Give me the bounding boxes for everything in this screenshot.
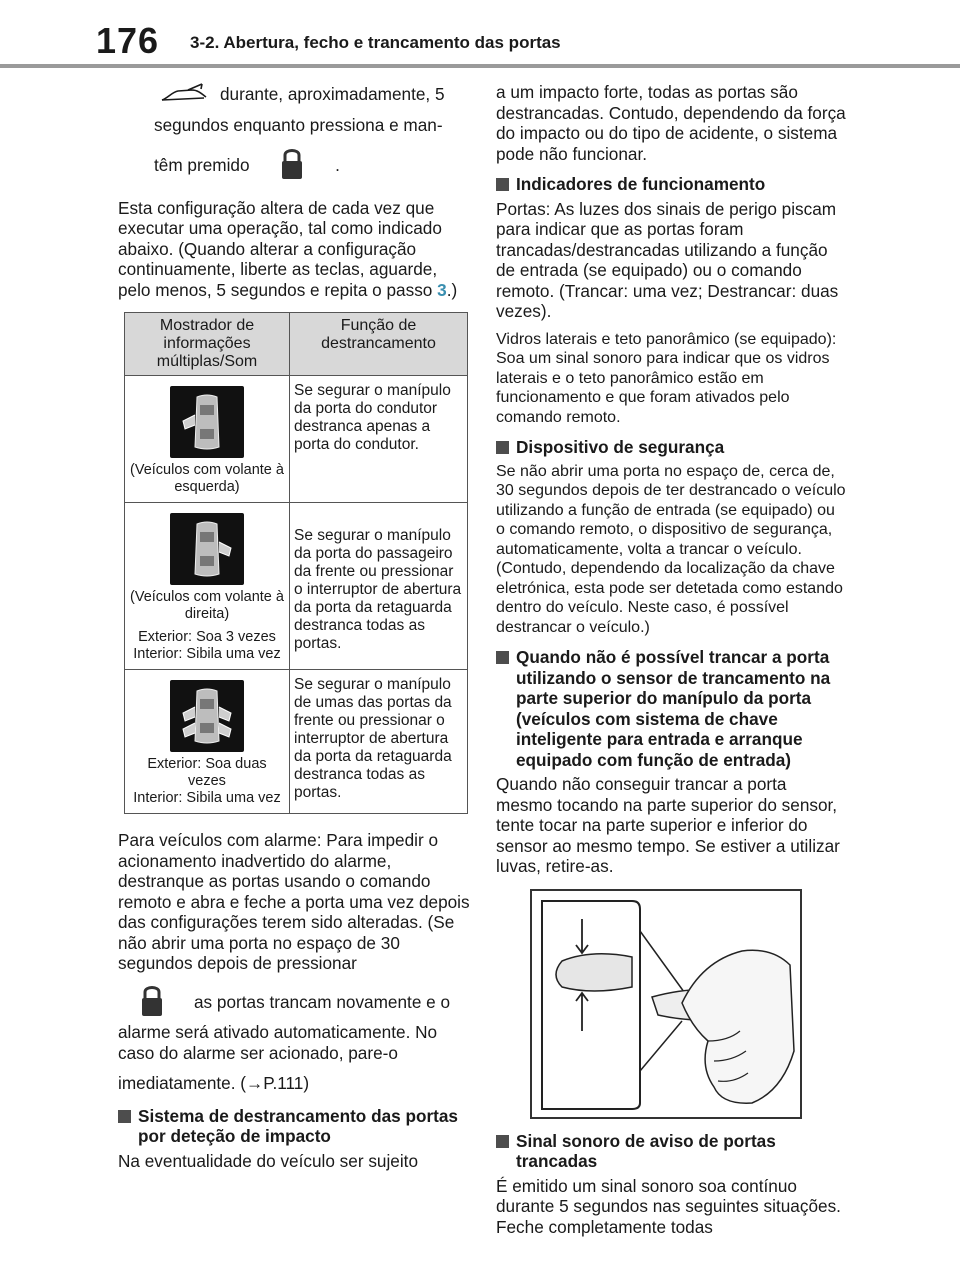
heading-buzzer: Sinal sonoro de aviso de portas trancadas [496,1131,846,1172]
security-paragraph: Se não abrir uma porta no espaço de, cerca de, 30 segundos depois de ter destrancado o veículo utilizando a função de entrada (se equipado) ou o comando remoto, o dispositivo de segurança, automaticamente, volta a trancar o veículo. (Contudo, dependendo da localização da chave eletrónica, esta pode ser detetada como estando dentro do veículo. Neste caso, é possível destrancar o veículo.) [496,462,846,636]
table-row [125,376,468,503]
alarm-paragraph: Para veículos com alarme: Para impedir o acionamento inadvertido do alarme, destranque as portas usando o comando remoto e abra e feche a porta uma vez depois das configurações terem sido alteradas. (Se não abrir uma porta no espaço de 30 segundos depois de pressionar [118,830,470,973]
table-header-display: Mostrador de informações múltiplas/Som [125,313,290,376]
indicators-paragraph: Portas: As luzes dos sinais de perigo piscam para indicar que as portas foram trancadas/destrancadas utilizando a função de entrada (se equipado) ou o comando remoto. (Trancar: uma vez; Destrancar: duas vezes). [496,198,839,321]
header-rule [0,64,960,68]
row3-sound-exterior: Exterior: Soa duas vezes [147,756,267,789]
intro-line-1: durante, aproximadamente, 5 [220,83,445,104]
padlock-icon [140,984,164,1023]
heading-indicators: Indicadores de funcionamento [496,174,846,195]
right-column [496,82,846,1245]
step-reference: 3 [437,279,447,300]
remote-open-icon [158,82,210,109]
table-header-function: Função de destrancamento [290,313,468,376]
table-row [125,503,468,670]
intro-block [118,82,470,186]
row1-caption: (Veículos com volante à esquerda) [130,462,284,495]
alarm-paragraph-cont: as portas trancam novamente e o alarme será ativado automaticamente. No caso do alarme ser acionado, pare-o [118,991,451,1063]
alarm-paragraph-end: imediatamente. (→P.111) [118,1073,310,1093]
windows-paragraph: Vidros laterais e teto panorâmico (se equipado): Soa um sinal sonoro para indicar que os vidros laterais e o teto panorâmico estão em funcionamento e que foram ativados pelo comando remoto. [496,330,837,426]
intro-line-3: têm premido [154,154,250,175]
door-handle-illustration [530,889,802,1119]
impact-paragraph-cont: a um impacto forte, todas as portas são destrancadas. Contudo, dependendo da força do impacto ou do tipo de acidente, o sistema pode não funcionar. [496,82,846,164]
buzzer-paragraph: É emitido um sinal sonoro soa contínuo durante 5 segundos nas seguintes situações. Feche completamente todas [496,1175,841,1237]
left-column [118,82,470,1179]
row2-function: Se segurar o manípulo da porta do passageiro da frente ou pressionar o interruptor de abertura da porta da retaguarda destranca todas as portas. [290,503,468,670]
row2-caption: (Veículos com volante à direita) [130,589,284,622]
row3-function: Se segurar o manípulo de umas das portas da frente ou pressionar o interruptor de abertura da porta da retaguarda destranca todas as portas. [290,670,468,814]
config-table [124,312,468,814]
heading-security: Dispositivo de segurança [496,437,846,458]
car-door-display-icon [170,513,244,585]
heading-impact: Sistema de destrancamento das portas por deteção de impacto [118,1106,470,1147]
heading-sensor: Quando não é possível trancar a porta utilizando o sensor de trancamento na parte superior do manípulo da porta (veículos com sistema de chave inteligente para entrada e arranque equipado com função de entrada) [496,647,846,770]
config-paragraph: Esta configuração altera de cada vez que executar uma operação, tal como indicado abaixo. (Quando alterar a configuração continuamente, liberte as teclas, aguarde, pelo menos, 5 segundos e repita o passo 3.) [118,197,458,300]
table-row [125,670,468,814]
row2-sound-exterior: Exterior: Soa 3 vezes [138,629,276,645]
sensor-paragraph: Quando não conseguir trancar a porta mesmo tocando na parte superior do sensor, tente tocar na parte superior e inferior do sensor ao mesmo tempo. Se estiver a utilizar luvas, retire-as. [496,774,840,876]
row2-sound-interior: Interior: Sibila uma vez [133,646,281,662]
chapter-title: 3-2. Abertura, fecho e trancamento das portas [190,33,561,52]
impact-paragraph: Na eventualidade do veículo ser sujeito [118,1150,419,1171]
car-door-display-icon [170,680,244,752]
row3-sound-interior: Interior: Sibila uma vez [133,790,281,806]
intro-line-3-end: . [335,154,340,175]
intro-line-2: segundos enquanto pressiona e man- [154,114,443,135]
row1-function: Se segurar o manípulo da porta do condutor destranca apenas a porta do condutor. [290,376,468,503]
padlock-icon [280,147,304,186]
page-number: 176 [96,20,160,61]
car-door-display-icon [170,386,244,458]
